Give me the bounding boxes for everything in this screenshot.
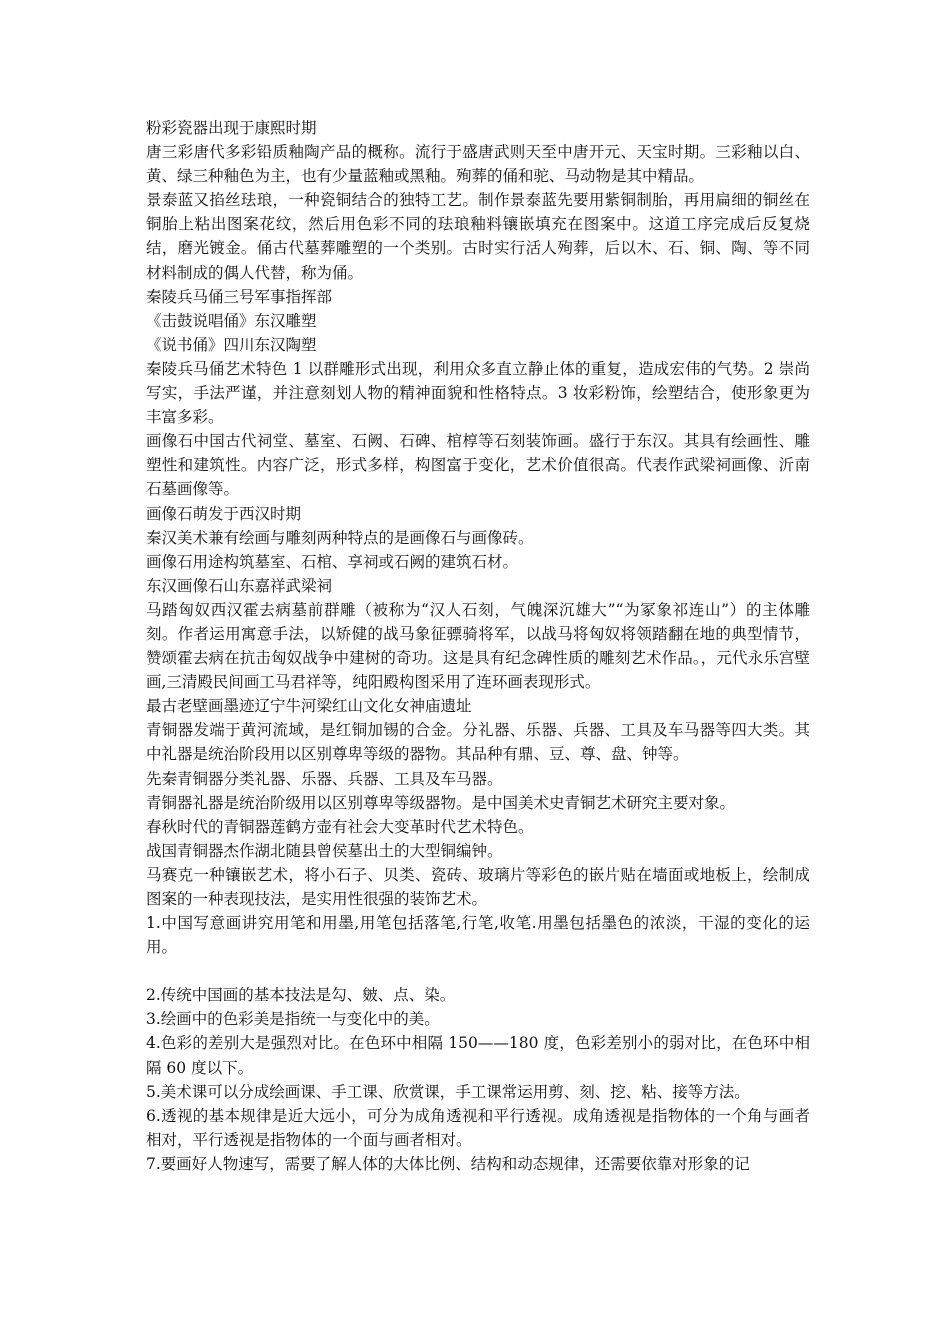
paragraph-mosaic: 马赛克一种镶嵌艺术，将小石子、贝类、瓷砖、玻璃片等彩色的嵌片贴在墙面或地板上，绘制成图案的一种表现技法，是实用性很强的装饰艺术。 bbox=[146, 865, 810, 908]
paragraph-item-6: 6.透视的基本规律是近大远小，可分为成角透视和平行透视。成角透视是指物体的一个角与画者相对，平行透视是指物体的一个面与画者相对。 bbox=[146, 1106, 810, 1149]
paragraph-item-1: 1.中国写意画讲究用笔和用墨,用笔包括落笔,行笔,收笔.用墨包括墨色的浓淡，干湿的变化的运用。 bbox=[146, 914, 810, 957]
paragraph-storyteller-figurine: 《说书俑》四川东汉陶塑 bbox=[146, 335, 317, 354]
paragraph-terracotta-features: 秦陵兵马俑艺术特色 1 以群雕形式出现，利用众多直立静止体的重复，造成宏伟的气势。2 崇尚写实，手法严谨，并注意刻划人物的精神面貌和性格特点。3 妆彩粉饰，绘塑结合，使形象更为丰富多彩。 bbox=[146, 359, 810, 427]
paragraph-wuliang-shrine: 东汉画像石山东嘉祥武梁祠 bbox=[146, 576, 333, 595]
paragraph-stone-relief-origin: 画像石萌发于西汉时期 bbox=[146, 504, 302, 523]
paragraph-item-7: 7.要画好人物速写，需要了解人体的大体比例、结构和动态规律，还需要依靠对形象的记 bbox=[146, 1154, 750, 1173]
paragraph-item-3: 3.绘画中的色彩美是指统一与变化中的美。 bbox=[146, 1010, 440, 1029]
paragraph-cloisonne: 景泰蓝又掐丝珐琅，一种瓷铜结合的独特工艺。制作景泰蓝先要用紫铜制胎，再用扁细的铜丝在铜胎上粘出图案花纹，然后用色彩不同的珐琅釉料镶嵌填充在图案中。这道工序完成后反复烧结，磨光镀金。俑古代墓葬雕塑的一个类别。古时实行活人殉葬，后以木、石、铜、陶、等不同材料制成的偶人代替，称为俑。 bbox=[146, 191, 810, 282]
document-body bbox=[146, 116, 810, 1176]
paragraph-drum-storyteller: 《击鼓说唱俑》东汉雕塑 bbox=[146, 311, 317, 330]
blank-line bbox=[146, 959, 810, 983]
paragraph-lotus-crane-pot: 春秋时代的青铜器莲鹤方壶有社会大变革时代艺术特色。 bbox=[146, 817, 534, 836]
paragraph-bronze-categories: 先秦青铜器分类礼器、乐器、兵器、工具及车马器。 bbox=[146, 769, 503, 788]
paragraph-stone-relief-use: 画像石用途构筑墓室、石棺、享祠或石阙的建筑石材。 bbox=[146, 552, 519, 571]
paragraph-bronze-ritual: 青铜器礼器是统治阶级用以区别尊卑等级器物。是中国美术史青铜艺术研究主要对象。 bbox=[146, 793, 736, 812]
paragraph-stone-relief: 画像石中国古代祠堂、墓室、石阙、石碑、棺椁等石刻装饰画。盛行于东汉。其具有绘画性、雕塑性和建筑性。内容广泛，形式多样，构图富于变化，艺术价值很高。代表作武梁祠画像、沂南石墓画像等。 bbox=[146, 432, 810, 499]
paragraph-bronze-origin: 青铜器发端于黄河流域，是红铜加锡的合金。分礼器、乐器、兵器、工具及车马器等四大类。其中礼器是统治阶段用以区别尊卑等级的器物。其品种有鼎、豆、尊、盘、钟等。 bbox=[146, 721, 810, 764]
paragraph-item-4: 4.色彩的差别大是强烈对比。在色环中相隔 150——180 度，色彩差别小的弱对比，在色环中相隔 60 度以下。 bbox=[146, 1034, 810, 1077]
paragraph-famille-rose: 粉彩瓷器出现于康熙时期 bbox=[146, 119, 317, 137]
paragraph-terracotta-pit3: 秦陵兵马俑三号军事指挥部 bbox=[146, 287, 333, 306]
paragraph-item-2: 2.传统中国画的基本技法是勾、皴、点、染。 bbox=[146, 986, 456, 1005]
paragraph-horse-trampling: 马踏匈奴西汉霍去病墓前群雕（被称为“汉人石刻，气魄深沉雄大”“为冢象祁连山”）的主体雕刻。作者运用寓意手法，以矫健的战马象征骠骑将军，以战马将匈奴将领踏翻在地的典型情节，赞颂霍去病在抗击匈奴战争中建树的奇功。这是具有纪念碑性质的雕刻艺术作品。，元代永乐宫壁画,三清殿民间画工马君祥等，纯阳殿构图采用了连环画表现形式。 bbox=[146, 600, 810, 692]
paragraph-item-5: 5.美术课可以分成绘画课、手工课、欣赏课，手工课常运用剪、刻、挖、粘、接等方法。 bbox=[146, 1082, 750, 1101]
paragraph-oldest-mural: 最古老壁画墨迹辽宁牛河梁红山文化女神庙遗址 bbox=[146, 697, 472, 716]
paragraph-tang-sancai: 唐三彩唐代多彩铅质釉陶产品的概称。流行于盛唐武则天至中唐开元、天宝时期。三彩釉以白、黄、绿三种釉色为主，也有少量蓝釉或黑釉。殉葬的俑和驼、马动物是其中精品。 bbox=[146, 143, 810, 186]
paragraph-qin-han-art: 秦汉美术兼有绘画与雕刻两种特点的是画像石与画像砖。 bbox=[146, 528, 534, 547]
paragraph-bianzhong: 战国青铜器杰作湖北随县曾侯墓出土的大型铜编钟。 bbox=[146, 841, 503, 860]
